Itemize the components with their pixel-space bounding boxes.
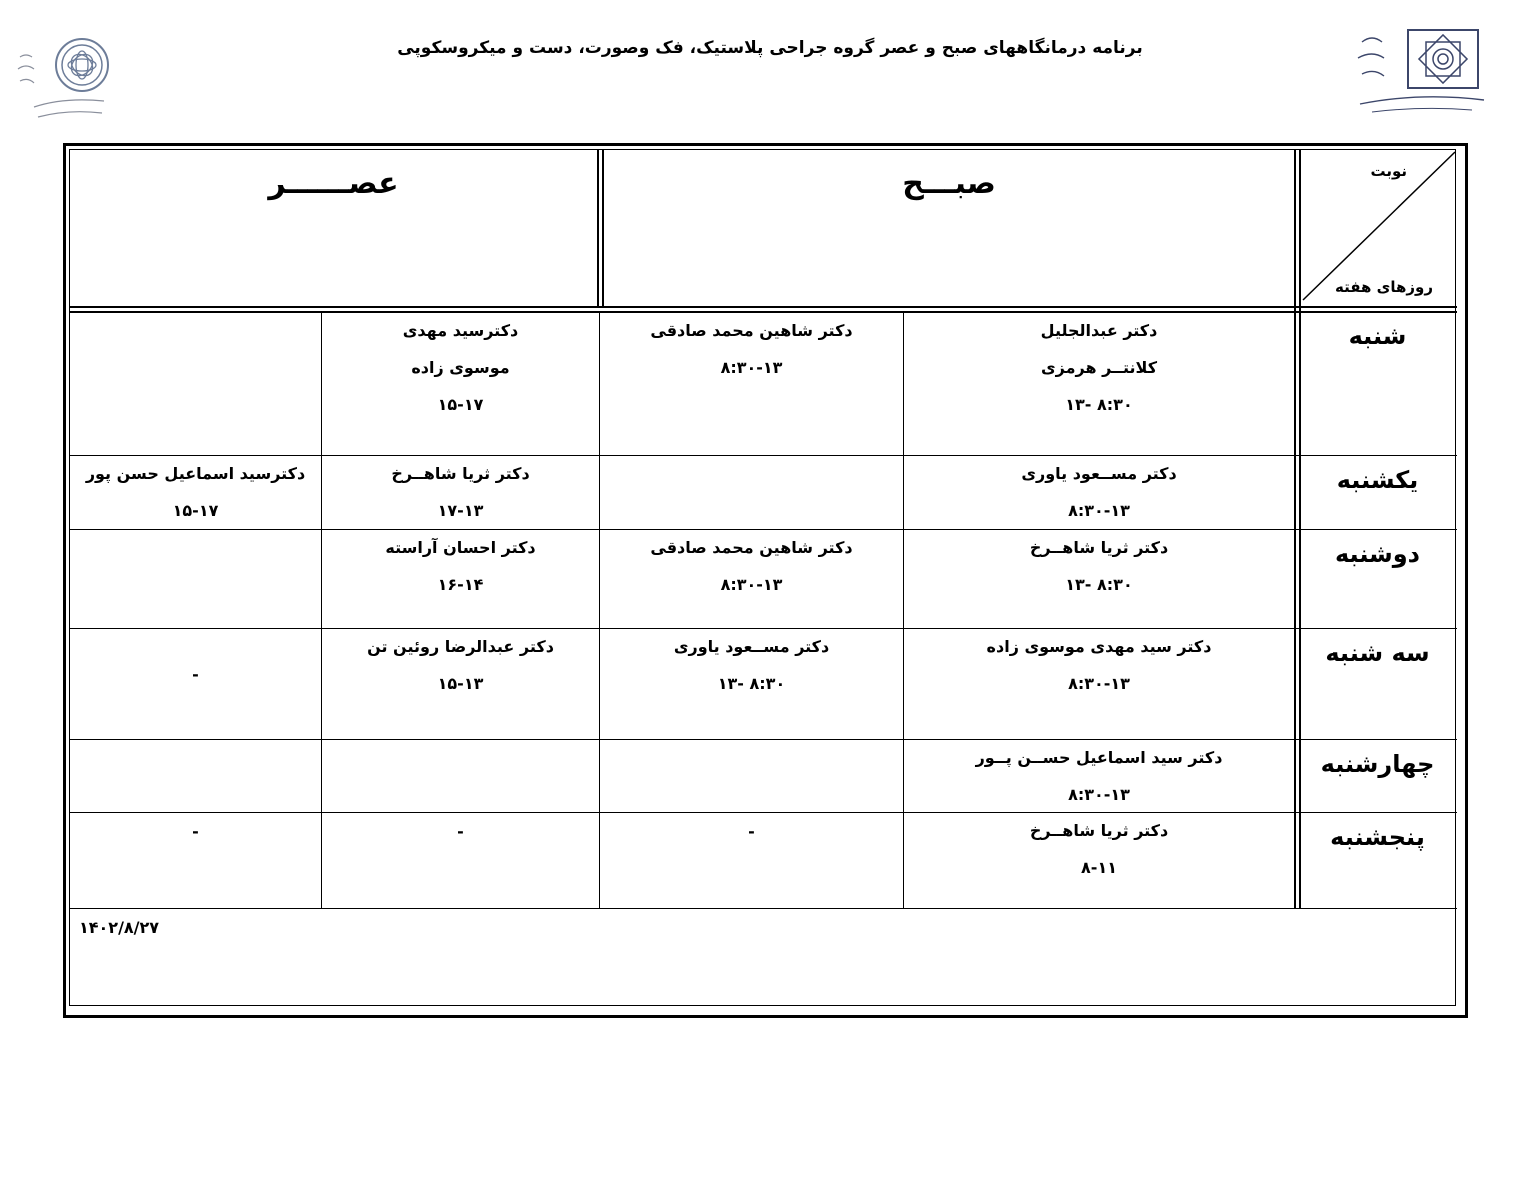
clinic-hours: ۱۵-۱۳	[437, 674, 484, 693]
corner-label-weekdays: روزهای هفته	[1334, 278, 1433, 296]
clinic-hours: ۱۵-۱۷	[437, 395, 484, 414]
evening-slot-1	[322, 529, 599, 603]
doctor-name: دکتر مســعود یاوری	[1021, 464, 1177, 483]
clinic-hours: ۸:۳۰ -۱۳	[717, 674, 786, 693]
evening-header: عصــــــر	[268, 166, 399, 201]
evening-slot-1	[322, 312, 599, 423]
clinic-hours: ۸:۳۰-۱۳	[1068, 674, 1130, 693]
evening-slot-2	[70, 455, 321, 529]
day-label: سه شنبه	[1325, 639, 1430, 667]
day-label: پنجشنبه	[1330, 823, 1425, 851]
morning-slot-2	[600, 628, 903, 702]
morning-slot-1	[904, 529, 1294, 603]
doctor-name: دکتر شاهین محمد صادقی	[650, 321, 853, 340]
university-logo	[1352, 18, 1488, 116]
doctor-name: دکتر شاهین محمد صادقی	[650, 538, 853, 557]
doctor-name: دکتر عبدالرضا روئین تن	[367, 637, 554, 656]
morning-slot-1	[904, 312, 1294, 423]
evening-slot-1	[322, 628, 599, 702]
clinic-hours: ۸:۳۰-۱۳	[1068, 501, 1130, 520]
clinic-hours: ۱۷-۱۳	[437, 501, 484, 520]
clinic-hours: ۸-۱۱	[1081, 858, 1117, 877]
morning-slot-2	[600, 312, 903, 386]
clinic-hours: ۸:۳۰-۱۳	[1068, 785, 1130, 804]
header-divider	[70, 306, 1457, 308]
morning-slot-1	[904, 628, 1294, 702]
header-col-divider	[597, 150, 599, 307]
empty-dash: -	[457, 822, 464, 841]
empty-dash: -	[748, 822, 755, 841]
body-col-divider	[599, 311, 600, 908]
clinic-hours: ۱۵-۱۷	[172, 501, 219, 520]
clinic-hours: ۸:۳۰ -۱۳	[1065, 575, 1133, 594]
schedule-table	[69, 149, 1456, 1006]
doctor-name: دکترسید اسماعیل حسن پور	[85, 464, 306, 483]
doctor-name: دکتر احسان آراسته	[385, 538, 536, 557]
doctor-name: دکتر عبدالجلیل	[1040, 321, 1158, 340]
doctor-name: دکتر ثریا شاهــرخ	[1029, 538, 1169, 557]
doctor-name: دکتر مســعود یاوری	[673, 637, 830, 656]
doctor-name: دکترسید مهدی	[402, 321, 519, 340]
footer-date: ۱۴۰۲/۸/۲۷	[79, 918, 160, 937]
day-label: چهارشنبه	[1320, 750, 1435, 778]
day-label: یکشنبه	[1336, 466, 1419, 494]
day-label: دوشنبه	[1335, 540, 1420, 568]
evening-slot-1	[322, 455, 599, 529]
doctor-name: موسوی زاده	[411, 358, 510, 377]
clinic-hours: ۱۶-۱۴	[437, 575, 484, 594]
doctor-name: دکتر ثریا شاهــرخ	[391, 464, 530, 483]
clinic-hours: ۸:۳۰ -۱۳	[1065, 395, 1133, 414]
empty-dash: -	[192, 665, 199, 684]
schedule-table-frame	[63, 143, 1468, 1018]
row-divider	[70, 908, 1457, 909]
morning-slot-1	[904, 812, 1294, 886]
morning-slot-2	[600, 529, 903, 603]
page-title: برنامه درمانگاههای صبح و عصر گروه جراحی پلاستیک، فک وصورت، دست و میکروسکوپی	[397, 38, 1143, 58]
day-label: شنبه	[1348, 322, 1407, 350]
doctor-name: دکتر سید اسماعیل حســن پــور	[975, 748, 1223, 767]
morning-header: صبـــح	[902, 166, 996, 201]
clinic-hours: ۸:۳۰-۱۳	[720, 575, 783, 594]
doctor-name: کلانتــر هرمزی	[1040, 358, 1158, 377]
corner-label-shift: نوبت	[1370, 162, 1407, 180]
doctor-name: دکتر سید مهدی موسوی زاده	[986, 637, 1212, 656]
center-seal-logo	[14, 35, 136, 125]
morning-slot-1	[904, 455, 1294, 529]
doctor-name: دکتر ثریا شاهــرخ	[1029, 821, 1169, 840]
clinic-hours: ۸:۳۰-۱۳	[720, 358, 783, 377]
morning-slot-1	[904, 739, 1294, 813]
empty-dash: -	[192, 822, 199, 841]
